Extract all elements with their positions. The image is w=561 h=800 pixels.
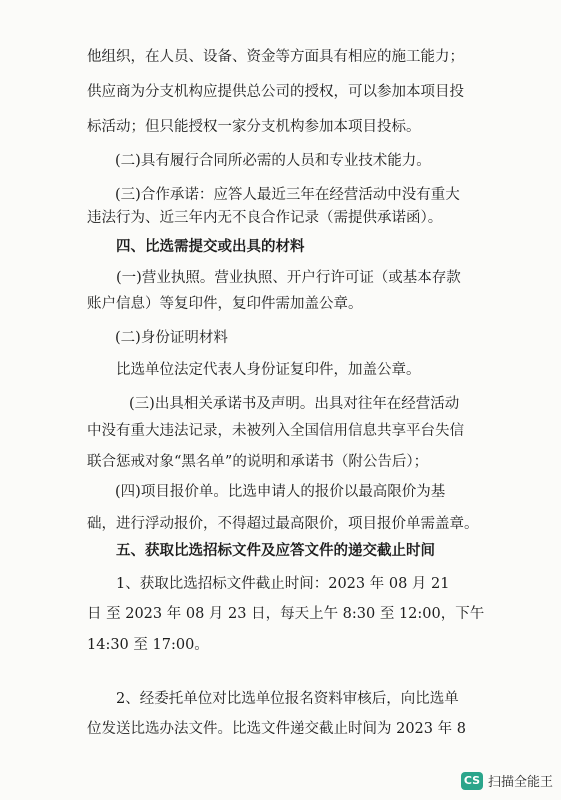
body-line: 账户信息）等复印件，复印件需加盖公章。 [87,296,363,312]
body-line: (二)身份证明材料 [115,330,228,346]
body-line: (四)项目报价单。比选申请人的报价以最高限价为基 [115,484,446,500]
body-line: 础，进行浮动报价，不得超过最高限价，项目报价单需盖章。 [87,516,479,532]
body-line: 位发送比选办法文件。比选文件递交截止时间为 2023 年 8 [87,721,466,737]
body-line: (一)营业执照。营业执照、开户行许可证（或基本存款 [116,270,461,286]
body-line: 比选单位法定代表人身份证复印件，加盖公章。 [116,362,421,378]
body-line: 中没有重大违法记录，未被列入全国信用信息共享平台失信 [87,423,464,439]
body-line: 1、获取比选招标文件截止时间：2023 年 08 月 21 [116,576,450,592]
body-line: (三)出具相关承诺书及声明。出具对往年在经营活动 [129,396,460,412]
watermark-text: 扫描全能王 [487,775,553,790]
body-line: 日 至 2023 年 08 月 23 日，每天上午 8:30 至 12:00，下午 [87,606,485,622]
section-heading: 四、比选需提交或出具的材料 [116,239,305,255]
body-line: 2、经委托单位对比选单位报名资料审核后，向比选单 [116,691,459,707]
body-line: 联合惩戒对象“黑名单”的说明和承诺书（附公告后）； [87,454,429,470]
body-line: 标活动；但只能授权一家分支机构参加本项目投标。 [87,119,421,135]
body-line: 他组织，在人员、设备、资金等方面具有相应的施工能力； [87,49,464,65]
camscanner-logo-icon: CS [461,772,483,790]
body-line: 14:30 至 17:00。 [87,637,209,653]
section-heading: 五、获取比选招标文件及应答文件的递交截止时间 [116,543,435,559]
scanner-watermark [461,771,553,790]
body-line: 供应商为分支机构应提供总公司的授权，可以参加本项目投 [87,84,464,100]
body-line: (二)具有履行合同所必需的人员和专业技术能力。 [115,153,431,169]
body-line: 违法行为、近三年内无不良合作记录（需提供承诺函）。 [87,210,443,226]
body-line: (三)合作承诺：应答人最近三年在经营活动中没有重大 [115,187,460,203]
